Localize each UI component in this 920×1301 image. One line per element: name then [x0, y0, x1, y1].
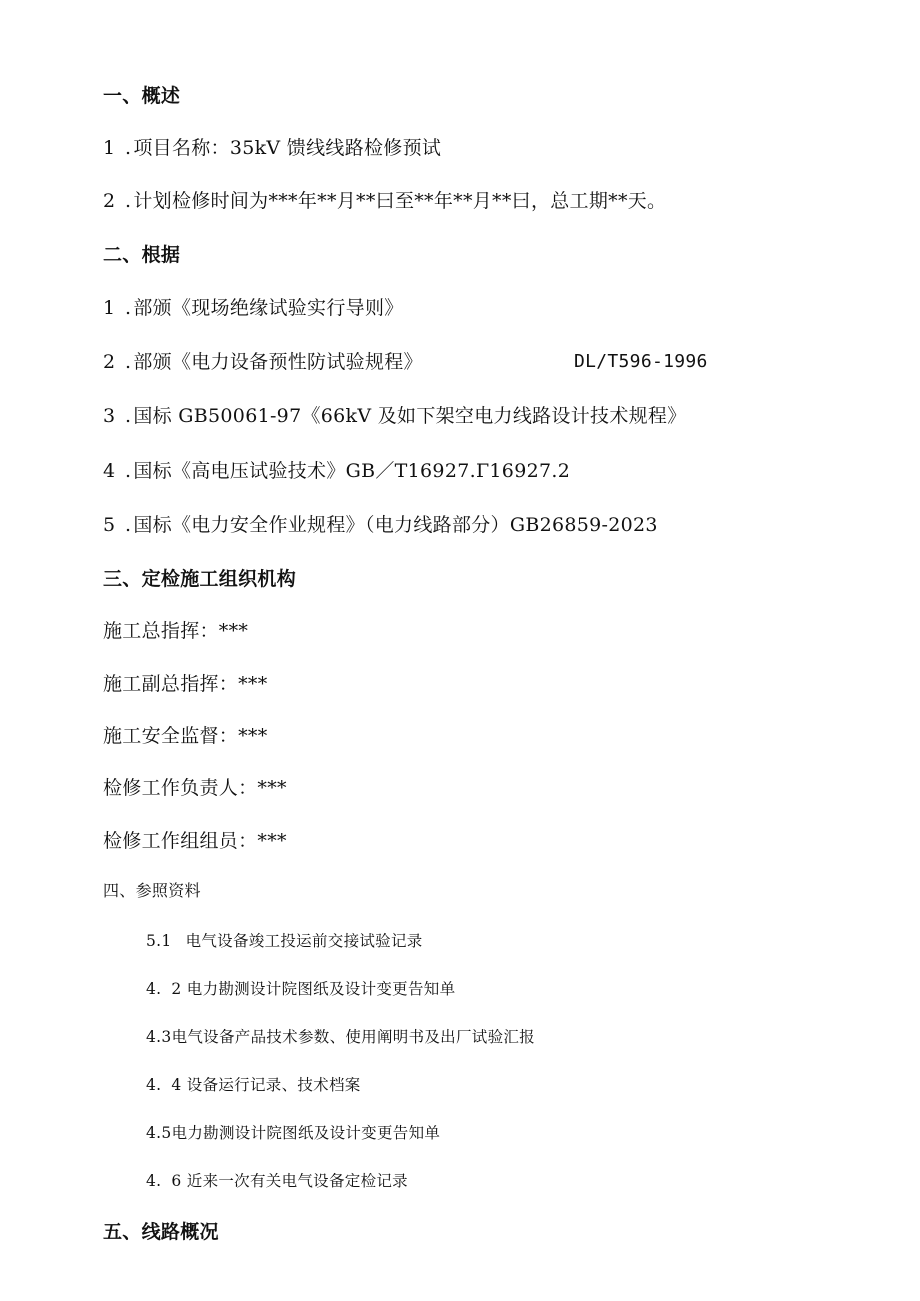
- list-item: 4 . 国标《高电压试验技术》GB／T16927.Γ16927.2: [103, 460, 571, 482]
- item-text: 电气设备竣工投运前交接试验记录: [185, 932, 423, 950]
- item-text: 电气设备产品技术参数、使用阐明书及出厂试验汇报: [171, 1028, 535, 1046]
- item-text: 国标 GB50061-97《66kV 及如下架空电力线路设计技术规程》: [133, 405, 687, 427]
- item-number: 4.3: [146, 1028, 172, 1046]
- section-heading-line-overview: 五、线路概况: [103, 1221, 219, 1243]
- standard-code: DL/T596-1996: [574, 351, 708, 372]
- item-number: 4.5: [146, 1124, 172, 1142]
- item-number: 4: [103, 460, 116, 482]
- item-number: 5: [103, 514, 116, 536]
- item-number: 4.: [146, 1076, 162, 1094]
- list-item: 5 . 国标《电力安全作业规程》（电力线路部分）GB26859-2023: [103, 514, 658, 536]
- reference-item: [146, 977, 455, 1001]
- item-number: 1: [103, 297, 116, 319]
- item-number: 2: [103, 190, 116, 212]
- reference-item: [146, 1025, 535, 1049]
- item-text: 部颁《电力设备预性防试验规程》: [133, 351, 423, 373]
- list-item: 1 . 项目名称：35kV 馈线线路检修预试: [103, 137, 442, 159]
- reference-item: [146, 1169, 408, 1193]
- list-item: 2 . 部颁《电力设备预性防试验规程》 DL/T596-1996: [103, 351, 708, 373]
- item-number: 5.1: [146, 932, 172, 950]
- item-text: 2 电力勘测设计院图纸及设计变更告知单: [171, 980, 456, 998]
- role-line: 施工总指挥：***: [103, 620, 249, 642]
- list-item: 2 . 计划检修时间为***年**月**曰至**年**月**曰，总工期**天。: [103, 190, 667, 212]
- item-text: 电力勘测设计院图纸及设计变更告知单: [171, 1124, 441, 1142]
- item-number: 3: [103, 405, 116, 427]
- section-heading-references: 四、参照资料: [103, 881, 201, 900]
- item-number: 4.: [146, 980, 162, 998]
- list-item: 1 . 部颁《现场绝缘试验实行导则》: [103, 297, 404, 319]
- role-line: 检修工作组组员：***: [103, 830, 287, 852]
- role-line: 施工安全监督：***: [103, 725, 268, 747]
- item-text: 计划检修时间为***年**月**曰至**年**月**曰，总工期**天。: [133, 190, 667, 212]
- item-number: 1: [103, 137, 116, 159]
- role-line: 施工副总指挥：***: [103, 673, 268, 695]
- item-text: 国标《电力安全作业规程》（电力线路部分）GB26859-2023: [133, 514, 658, 536]
- item-number: 4.: [146, 1172, 162, 1190]
- item-number: 2: [103, 351, 116, 373]
- item-text: 国标《高电压试验技术》GB／T16927.Γ16927.2: [133, 460, 571, 482]
- item-text: 6 近来一次有关电气设备定检记录: [171, 1172, 408, 1190]
- section-heading-organization: 三、定检施工组织机构: [103, 568, 297, 590]
- role-line: 检修工作负责人：***: [103, 777, 287, 799]
- item-text: 部颁《现场绝缘试验实行导则》: [133, 297, 404, 319]
- section-heading-basis: 二、根据: [103, 244, 181, 266]
- section-heading-overview: 一、概述: [103, 85, 181, 107]
- item-text: 项目名称：35kV 馈线线路检修预试: [133, 137, 442, 159]
- list-item: 3 . 国标 GB50061-97《66kV 及如下架空电力线路设计技术规程》: [103, 405, 687, 427]
- reference-item: [146, 1073, 361, 1097]
- reference-item: [146, 929, 423, 953]
- item-text: 4 设备运行记录、技术档案: [171, 1076, 361, 1094]
- reference-item: [146, 1121, 440, 1145]
